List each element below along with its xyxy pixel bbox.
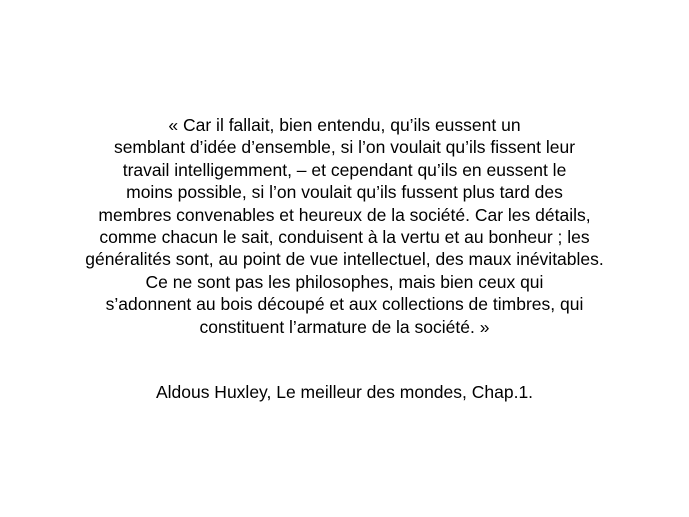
quote-line: comme chacun le sait, conduisent à la vertu et au bonheur ; les [99, 227, 590, 248]
citation: Aldous Huxley, Le meilleur des mondes, Chap.1. [155, 382, 534, 402]
quote-block [20, 114, 669, 338]
quote-line: Ce ne sont pas les philosophes, mais bien ceux qui [145, 271, 544, 292]
quote-line: travail intelligemment, – et cependant qu’ils en eussent le [122, 159, 567, 180]
quote-line: « Car il fallait, bien entendu, qu’ils eussent un [168, 115, 521, 135]
quote-line: s’adonnent au bois découpé et aux collections de timbres, qui [105, 294, 584, 315]
quote-line: constituent l’armature de la société. » [199, 316, 490, 337]
quote-line: généralités sont, au point de vue intellectuel, des maux inévitables. [85, 249, 604, 270]
quote-line: semblant d’idée d’ensemble, si l’on voulait qu’ils fissent leur [113, 137, 576, 158]
quote-line: membres convenables et heureux de la société. Car les détails, [98, 204, 591, 225]
quote-line: moins possible, si l’on voulait qu’ils fussent plus tard des [126, 182, 563, 203]
